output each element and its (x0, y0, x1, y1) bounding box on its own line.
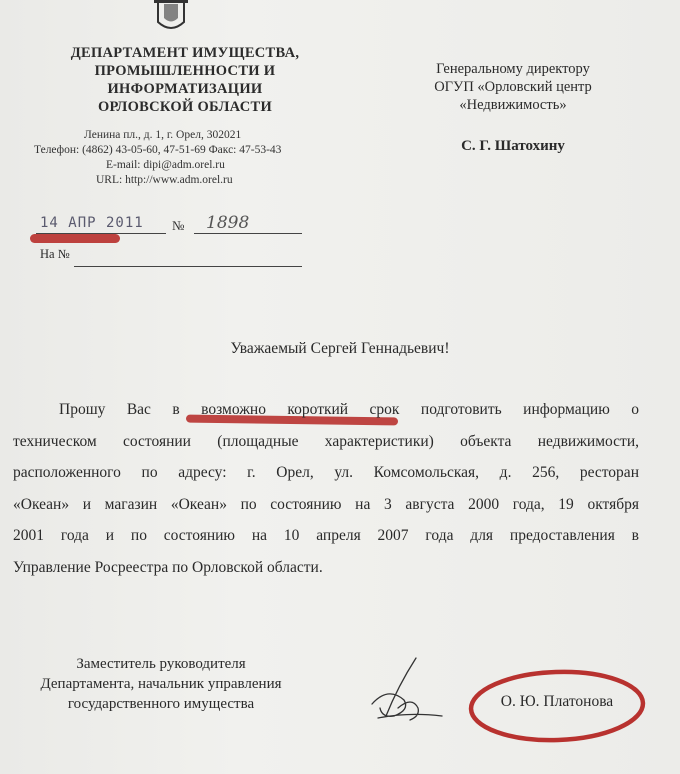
department-line: ПРОМЫШЛЕННОСТИ И (94, 63, 276, 79)
department-line: ОРЛОВСКОЙ ОБЛАСТИ (97, 99, 273, 115)
sender-email: E-mail: dipi@adm.orel.ru (106, 159, 225, 171)
body-line: «Океан» и магазин «Океан» по состоянию на 3 августа 2000 года, 19 октября (13, 495, 639, 513)
letter-body (13, 394, 639, 583)
reply-underline (74, 266, 302, 267)
date-stamp: 14 АПР 2011 (40, 215, 144, 231)
sender-phone: Телефон: (4862) 43-05-60, 47-51-69 Факс: 47-53-43 (34, 144, 282, 156)
reply-reference-line (40, 247, 304, 267)
sender-address: Ленина пл., д. 1, г. Орел, 302021 (84, 129, 242, 141)
signer-title (0, 654, 322, 714)
signer-title-line: государственного имущества (67, 696, 255, 712)
recipient-line: ОГУП «Орловский центр (434, 79, 592, 95)
recipient-name: С. Г. Шатохину (461, 138, 565, 154)
signer-name: О. Ю. Платонова (500, 693, 614, 710)
red-marker-underline-date (30, 234, 120, 243)
greeting: Уважаемый Сергей Геннадьевич! (230, 340, 450, 357)
number-label: № (172, 218, 185, 233)
sender-contacts (28, 128, 328, 188)
signer-title-line: Заместитель руководителя (76, 656, 246, 672)
department-line: ИНФОРМАТИЗАЦИИ (107, 81, 263, 97)
body-line: 2001 года и по состоянию на 10 апреля 2007 года для предоставления в (13, 527, 639, 544)
reply-label: На № (40, 247, 70, 261)
department-line: ДЕПАРТАМЕНТ ИМУЩЕСТВА, (70, 45, 300, 61)
coat-of-arms-emblem (150, 0, 192, 34)
body-line: Прошу Вас в возможно короткий срок подготовить информацию о (59, 401, 639, 418)
recipient-line: «Недвижимость» (459, 97, 567, 113)
body-line: техническом состоянии (площадные характеристики) объекта недвижимости, (13, 432, 639, 450)
recipient-line: Генеральному директору (436, 61, 590, 77)
number-underline (194, 233, 302, 234)
signer-title-line: Департамента, начальник управления (40, 676, 282, 692)
sender-url: URL: http://www.adm.orel.ru (96, 174, 233, 186)
body-line: Управление Росреестра по Орловской области. (13, 558, 323, 576)
department-name (40, 44, 330, 116)
body-line: расположенного по адресу: г. Орел, ул. Комсомольская, д. 256, ресторан (13, 464, 639, 481)
handwritten-signature (358, 656, 448, 736)
registration-line (36, 214, 306, 236)
recipient-block (388, 60, 638, 114)
registration-number: 1898 (206, 213, 250, 233)
